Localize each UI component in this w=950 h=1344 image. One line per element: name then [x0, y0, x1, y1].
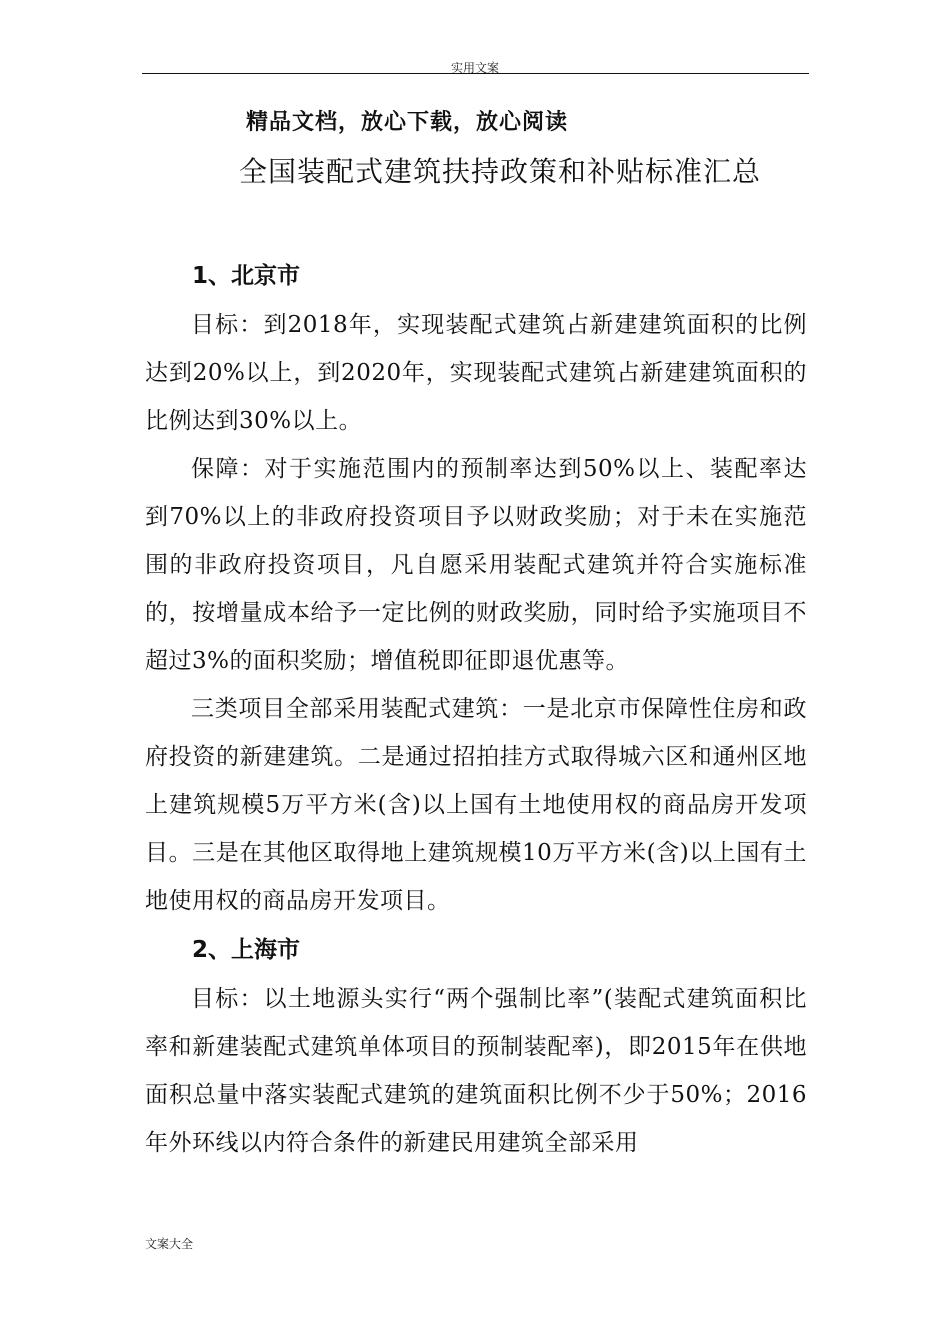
section-beijing — [145, 251, 807, 925]
section-shanghai — [145, 925, 807, 1167]
document-title: 全国装配式建筑扶持政策和补贴标准汇总 — [238, 155, 761, 188]
page-header: 实用文案 — [450, 61, 499, 75]
header-rule — [142, 73, 809, 74]
section-heading: 2、上海市 — [192, 937, 301, 963]
promo-banner: 精品文档，放心下载，放心阅读 — [246, 110, 569, 135]
paragraph: 三类项目全部采用装配式建筑：一是北京市保障性住房和政府投资的新建建筑。二是通过招拍挂方式取得城六区和通州区地上建筑规模5万平方米(含)以上国有土地使用权的商品房开发项目。三是在其他区取得地上建筑规模10万平方米(含)以上国有土地使用权的商品房开发项目。 — [145, 696, 807, 914]
paragraph: 目标：以土地源头实行“两个强制比率”(装配式建筑面积比率和新建装配式建筑单体项目的预制装配率)，即2015年在供地面积总量中落实装配式建筑的建筑面积比例不少于50%；2016年外环线以内符合条件的新建民用建筑全部采用 — [145, 986, 807, 1156]
page-footer: 文案大全 — [145, 1237, 194, 1251]
document-body — [145, 251, 807, 1167]
paragraph: 保障：对于实施范围内的预制率达到50%以上、装配率达到70%以上的非政府投资项目予以财政奖励；对于未在实施范围的非政府投资项目，凡自愿采用装配式建筑并符合实施标准的，按增量成本给予一定比例的财政奖励，同时给予实施项目不超过3%的面积奖励；增值税即征即退优惠等。 — [145, 456, 807, 674]
paragraph: 目标：到2018年，实现装配式建筑占新建建筑面积的比例达到20%以上，到2020年，实现装配式建筑占新建建筑面积的比例达到30%以上。 — [145, 312, 807, 434]
section-heading: 1、北京市 — [192, 263, 301, 289]
